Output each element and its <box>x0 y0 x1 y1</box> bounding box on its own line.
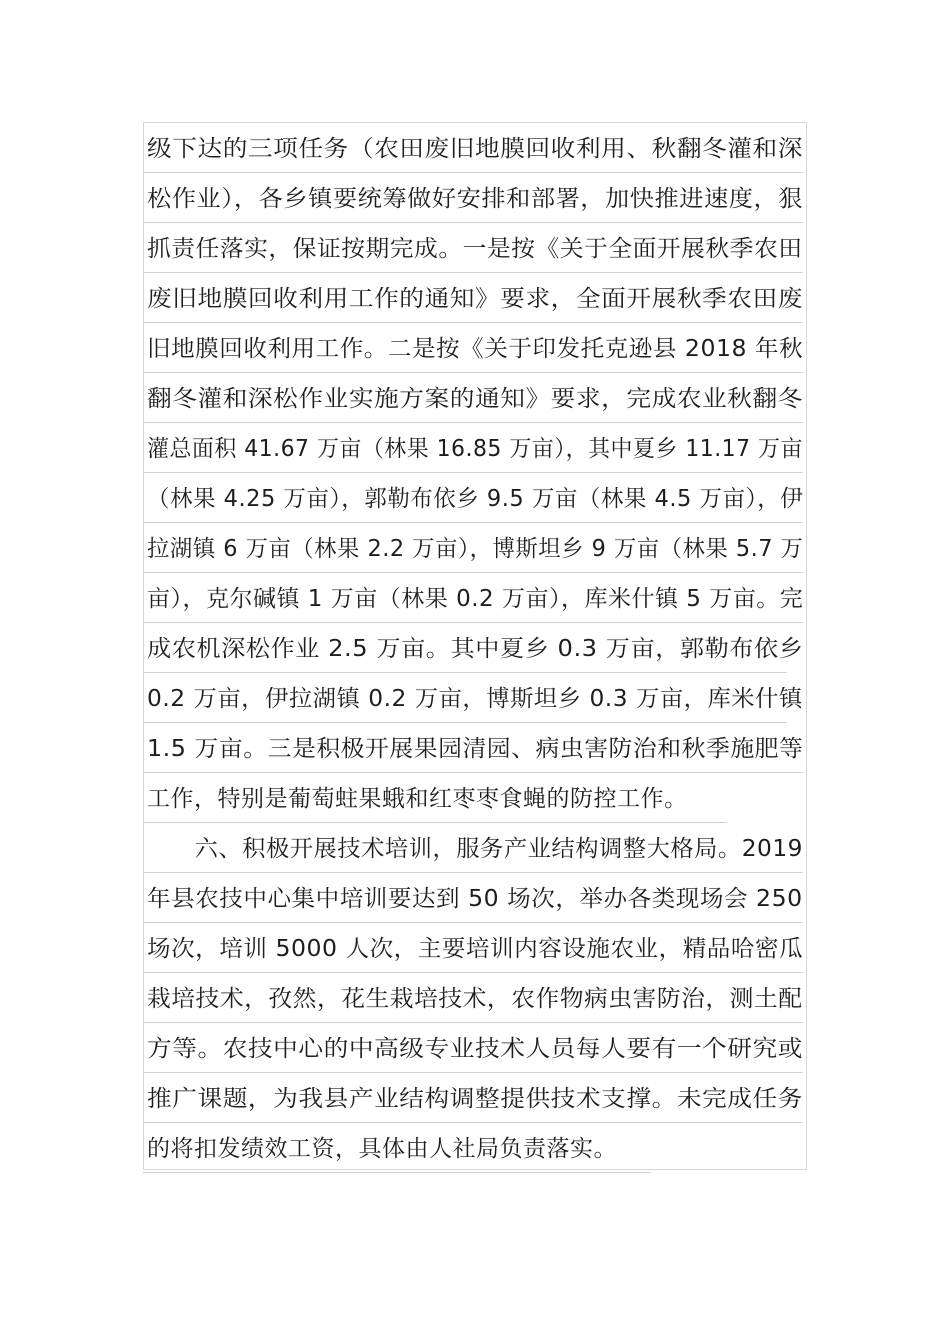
text-line: 成农机深松作业 2.5 万亩。其中夏乡 0.3 万亩，郭勒布依乡 <box>147 624 771 674</box>
text-line: 0.2 万亩，伊拉湖镇 0.2 万亩，博斯坦乡 0.3 万亩，库米什镇 <box>147 674 794 724</box>
text-line: 拉湖镇 6 万亩（林果 2.2 万亩），博斯坦乡 9 万亩（林果 5.7 万 <box>147 524 821 574</box>
text-line: 亩），克尔碱镇 1 万亩（林果 0.2 万亩），库米什镇 5 万亩。完 <box>147 574 803 624</box>
text-line: 栽培技术，孜然，花生栽培技术，农作物病虫害防治，测土配 <box>147 974 782 1024</box>
text-line: （林果 4.25 万亩），郭勒布依乡 9.5 万亩（林果 4.5 万亩），伊 <box>147 474 817 524</box>
text-line: 松作业），各乡镇要统筹做好安排和部署，加快推进速度，狠 <box>147 174 770 224</box>
text-line: 1.5 万亩。三是积极开展果园清园、病虫害防治和秋季施肥等 <box>147 724 780 774</box>
text-line: 的将扣发绩效工资，具体由人社局负责落实。 <box>147 1124 617 1174</box>
text-line: 六、积极开展技术培训，服务产业结构调整大格局。2019 <box>147 824 795 874</box>
text-line: 年县农技中心集中培训要达到 50 场次，举办各类现场会 250 <box>147 874 787 924</box>
text-line: 旧地膜回收利用工作。二是按《关于印发托克逊县 2018 年秋 <box>147 324 787 374</box>
text-line: 翻冬灌和深松作业实施方案的通知》要求，完成农业秋翻冬 <box>147 374 758 424</box>
text-line: 方等。农技中心的中高级专业技术人员每人要有一个研究或 <box>147 1024 758 1074</box>
text-line: 场次，培训 5000 人次，主要培训内容设施农业，精品哈密瓜 <box>147 924 787 974</box>
text-line: 废旧地膜回收利用工作的通知》要求，全面开展秋季农田废 <box>147 274 758 324</box>
text-line: 灌总面积 41.67 万亩（林果 16.85 万亩），其中夏乡 11.17 万亩 <box>147 424 834 474</box>
text-line: 工作，特别是葡萄蛀果蛾和红枣枣食蝇的防控工作。 <box>147 774 688 824</box>
text-line: 推广课题，为我县产业结构调整提供技术支撑。未完成任务 <box>147 1074 758 1124</box>
text-line: 抓责任落实，保证按期完成。一是按《关于全面开展秋季农田 <box>147 224 782 274</box>
text-line: 级下达的三项任务（农田废旧地膜回收利用、秋翻冬灌和深 <box>147 124 758 174</box>
